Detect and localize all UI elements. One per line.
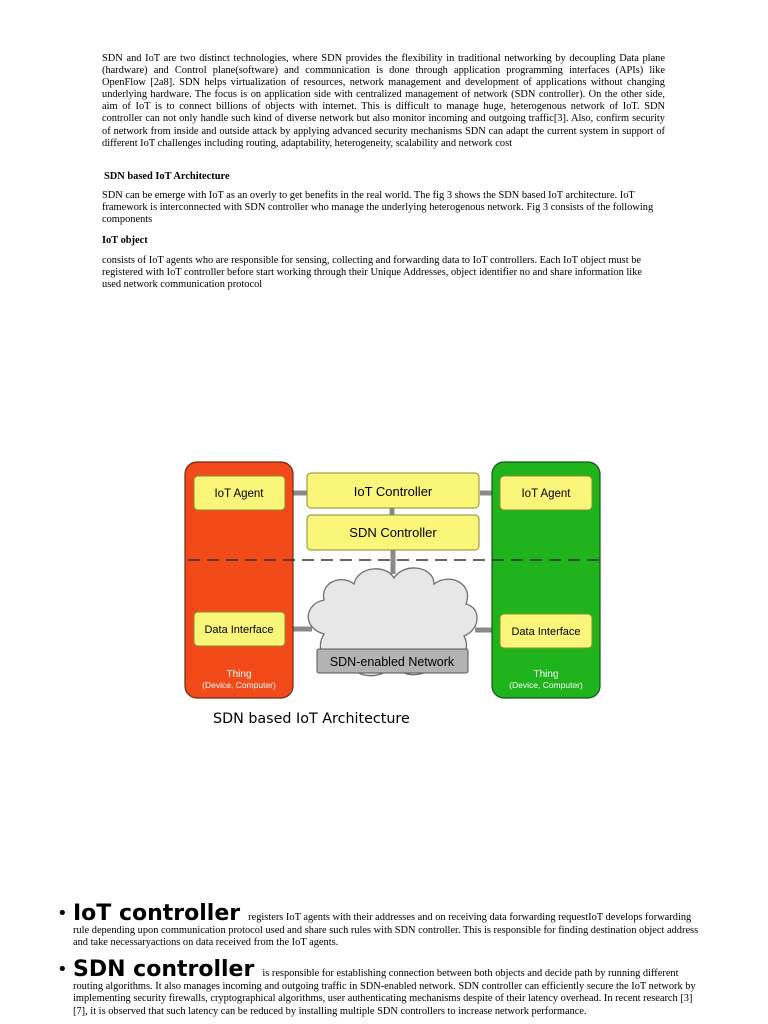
bullet-body <box>73 903 707 950</box>
thing-right-sublabel: (Device, Computer) <box>509 680 583 690</box>
thing-right-label: Thing <box>533 669 559 680</box>
bullet-text: registers IoT agents with their addresses and on receiving data forwarding requestIoT develops forwarding rule depending upon communication protocol used and share such rules with SDN controller. This is responsible for finding destination object address and take necessaryactions on data received from the IoT agents. <box>73 912 699 949</box>
bullet-sdn-controller <box>57 959 707 1018</box>
architecture-diagram <box>182 458 608 704</box>
iot-agent-right-label: IoT Agent <box>521 488 571 500</box>
figure-caption: SDN based IoT Architecture <box>213 711 410 727</box>
thing-left-label: Thing <box>226 669 252 680</box>
thing-left-sublabel: (Device, Computer) <box>202 680 276 690</box>
data-interface-right-label: Data Interface <box>511 626 581 638</box>
sdn-controller-label: SDN Controller <box>349 525 437 540</box>
bullet-term: SDN controller <box>73 957 255 982</box>
intro-paragraph: SDN and IoT are two distinct technologies, where SDN provides the flexibility in traditional networking by decoupling Data plane (hardware) and Control plane(software) and communication is done through application programming interfaces (APIs) like OpenFlow [2a8]. SDN helps virtualization of resources, network management and development of applications without changing underlying hardware. The focus is on application side with centralized management of network (SDN controller). On the other side, aim of IoT is to connect billions of objects with internet. This is difficult to manage huge, heterogenous network of IoT. SDN controller can not only handle such kind of diverse network but also monitor incoming and outgoing traffic[3]. Also, confirm security of network from inside and outside attack by applying advanced security mechanisms SDN can adapt the current system in support of different IoT challenges including routing, adaptability, heterogeneity, scalability and network cost <box>102 53 665 149</box>
heading-iot-object: IoT object <box>102 235 148 246</box>
iot-controller-label: IoT Controller <box>353 484 433 499</box>
heading-sdn-based-iot-architecture: SDN based IoT Architecture <box>104 171 230 182</box>
bullet-dot: • <box>57 903 68 924</box>
bullet-body <box>73 959 707 1018</box>
data-interface-left-label: Data Interface <box>204 624 274 636</box>
paragraph-sdn-iot: SDN can be emerge with IoT as an overly to get benefits in the real world. The fig 3 shows the SDN based IoT architecture. IoT framework is interconnected with SDN controller who manage the underlying heterogenous network. Fig 3 consists of the following components <box>102 190 654 226</box>
bullet-iot-controller <box>57 903 707 950</box>
bullet-term: IoT controller <box>73 901 241 926</box>
paragraph-iot-object: consists of IoT agents who are responsible for sensing, collecting and forwarding data to IoT controllers. Each IoT object must be registered with IoT controller before start working through their Unique Addresses, object identifier no and share information like used network communication protocol <box>102 255 642 291</box>
bullet-dot: • <box>57 959 68 980</box>
iot-agent-left-label: IoT Agent <box>214 488 264 500</box>
bullet-text: is responsible for establishing connection between both objects and decide path by running different routing algorithms. It also manages incoming and outgoing traffic in SDN-enabled network. SDN controller can efficiently secure the IoT network by implementing security firewalls, cryptographical algorithms, user authenticating mechanisms despite of their latency overhead. In recent research [3][7], it is observed that such latency can be reduced by installing multiple SDN controllers to increase network performance. <box>73 968 696 1017</box>
sdn-network-label: SDN-enabled Network <box>329 655 455 669</box>
